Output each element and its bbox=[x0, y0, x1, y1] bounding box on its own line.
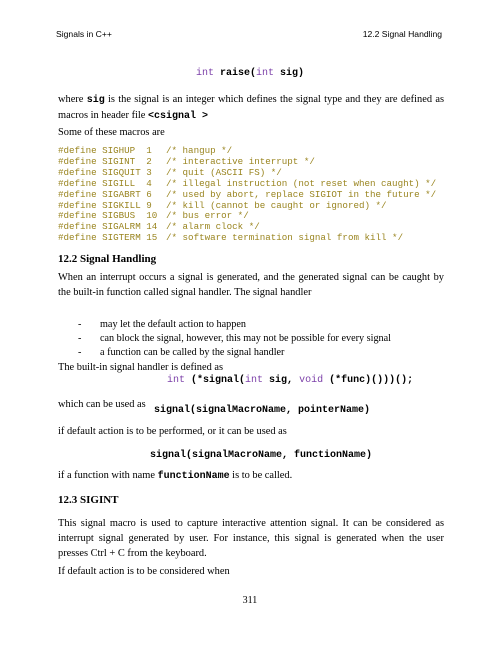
proto-keyword: int bbox=[245, 375, 264, 386]
paragraph-usage: which can be used as bbox=[58, 399, 146, 410]
paragraph-signal-handler: When an interrupt occurs a signal is generated, and the generated signal can be caught by the built-in function called signal handler. The signal handler bbox=[58, 272, 444, 298]
macro-define: #define SIGTERM 15 bbox=[58, 232, 158, 244]
proto-text: raise( bbox=[213, 68, 256, 79]
macro-comment: /* hangup */ bbox=[166, 145, 233, 156]
macro-define: #define SIGABRT 6 bbox=[58, 188, 152, 200]
text-run: is the signal is an integer which defines the signal type and they are defined as macros in header file bbox=[58, 94, 444, 121]
macro-define: #define SIGKILL 9 bbox=[58, 199, 152, 211]
list-item-text: a function can be called by the signal handler bbox=[100, 347, 285, 358]
macro-define: #define SIGHUP 1 bbox=[58, 145, 152, 156]
text-run: where bbox=[58, 94, 87, 105]
macro-comment: /* quit (ASCII FS) */ bbox=[166, 166, 282, 178]
list-bullet: - bbox=[78, 319, 82, 330]
macro-define: #define SIGILL 4 bbox=[58, 177, 152, 189]
list-bullet: - bbox=[78, 333, 82, 344]
code-line bbox=[58, 233, 436, 244]
raise-prototype bbox=[0, 68, 500, 79]
paragraph-default-considered: If default action is to be considered when bbox=[58, 566, 230, 577]
paragraph-default-action: if default action is to be performed, or it can be used as bbox=[58, 426, 287, 437]
paragraph-sig-description bbox=[58, 92, 444, 124]
proto-keyword: int bbox=[256, 68, 275, 79]
section-heading-sigint: 12.3 SIGINT bbox=[58, 494, 119, 506]
list-item bbox=[58, 346, 391, 360]
proto-text: sig) bbox=[274, 68, 305, 79]
inline-code: sig bbox=[86, 95, 105, 106]
paragraph-macros-intro: Some of these macros are bbox=[58, 127, 165, 138]
running-header-left: Signals in C++ bbox=[56, 29, 112, 39]
running-header-right: 12.2 Signal Handling bbox=[362, 29, 442, 39]
proto-keyword: void bbox=[299, 375, 324, 386]
paragraph-sigint-description: This signal macro is used to capture interactive attention signal. It can be considered as interrupt signal generated by user. For instance, this signal is generated when the user presses Ctrl + C from the keyboard. bbox=[58, 518, 444, 559]
macro-define: #define SIGINT 2 bbox=[58, 155, 152, 167]
handler-options-list bbox=[58, 318, 391, 360]
text-run: is to be called. bbox=[229, 470, 293, 481]
code-line bbox=[58, 179, 436, 190]
code-call-pointer: signal(signalMacroName, pointerName) bbox=[154, 405, 371, 416]
proto-keyword: int bbox=[167, 375, 186, 386]
proto-keyword: int bbox=[195, 68, 214, 79]
inline-code: functionName bbox=[157, 471, 230, 482]
macro-code-block bbox=[58, 146, 436, 244]
proto-text: sig, bbox=[263, 375, 300, 386]
list-item bbox=[58, 332, 391, 346]
list-item-text: may let the default action to happen bbox=[100, 319, 246, 330]
inline-code: <csignal > bbox=[148, 111, 209, 122]
text-run: if a function with name bbox=[58, 470, 158, 481]
code-line bbox=[58, 190, 436, 201]
macro-comment: /* used by abort, replace SIGIOT in the future */ bbox=[166, 188, 437, 200]
list-bullet: - bbox=[78, 347, 82, 358]
list-item-text: can block the signal, however, this may not be possible for every signal bbox=[100, 333, 391, 344]
proto-text: (*func)()))(); bbox=[323, 375, 414, 386]
list-item bbox=[58, 318, 391, 332]
macro-define: #define SIGALRM 14 bbox=[58, 221, 158, 233]
macro-comment: /* bus error */ bbox=[166, 210, 249, 222]
signal-prototype bbox=[167, 375, 413, 386]
macro-define: #define SIGBUS 10 bbox=[58, 210, 158, 222]
macro-comment: /* illegal instruction (not reset when caught) */ bbox=[166, 177, 437, 189]
macro-define: #define SIGQUIT 3 bbox=[58, 166, 152, 178]
proto-text: (*signal( bbox=[185, 375, 246, 386]
paragraph-builtin-handler: The built-in signal handler is defined as bbox=[58, 362, 224, 373]
macro-comment: /* software termination signal from kill */ bbox=[166, 232, 404, 244]
section-heading-signal-handling: 12.2 Signal Handling bbox=[58, 253, 157, 265]
code-call-function: signal(signalMacroName, functionName) bbox=[150, 450, 373, 461]
paragraph-function-name bbox=[58, 468, 444, 484]
macro-comment: /* interactive interrupt */ bbox=[166, 155, 315, 167]
page-number: 311 bbox=[242, 595, 258, 606]
macro-comment: /* alarm clock */ bbox=[166, 221, 260, 233]
macro-comment: /* kill (cannot be caught or ignored) */ bbox=[166, 199, 387, 211]
